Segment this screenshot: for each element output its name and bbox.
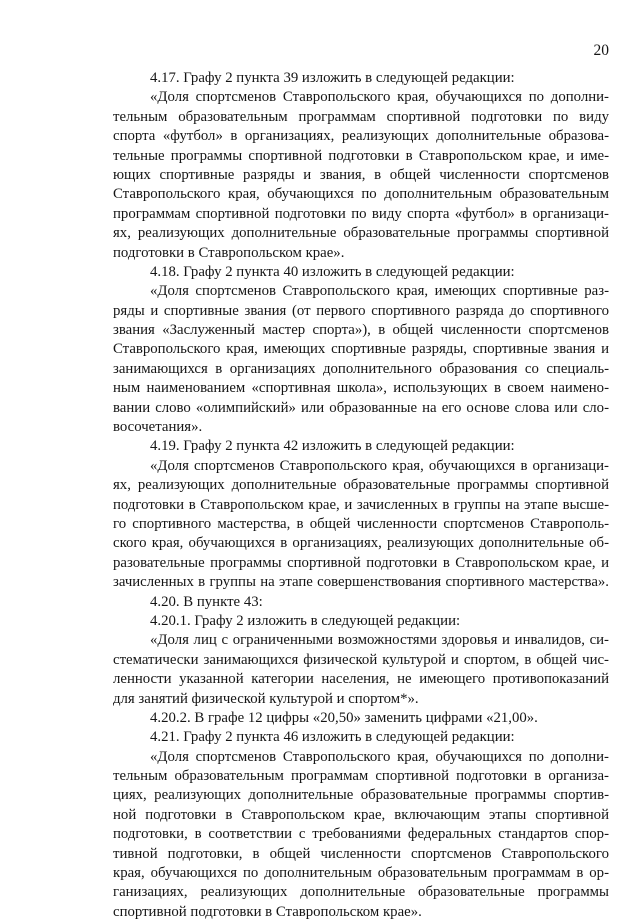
text-line: «Доля спортсменов Ставропольского края, обучающихся по дополни- — [150, 89, 609, 106]
text-line: спорта «футбол» в организациях, реализующих дополнительные образова- — [113, 128, 609, 145]
text-line: «Доля спортсменов Ставропольского края, имеющих спортивные раз- — [150, 283, 609, 300]
text-line: тельным образовательным программам спортивной подготовки по виду — [113, 108, 609, 125]
text-line: подготовки, в соответствии с требованиями федеральных стандартов спор- — [113, 826, 609, 843]
text-line: «Доля спортсменов Ставропольского края, обучающихся по дополни- — [150, 748, 609, 765]
text-line: 4.21. Графу 2 пункта 46 изложить в следующей редакции: — [150, 729, 515, 746]
text-line: 4.20. В пункте 43: — [150, 593, 263, 610]
text-line: тельным образовательным программам спортивной подготовки в организа- — [113, 768, 609, 785]
text-line: 4.19. Графу 2 пункта 42 изложить в следующей редакции: — [150, 438, 515, 455]
document-body — [113, 69, 609, 922]
text-line: занимающихся в организациях дополнительного образования со специаль- — [113, 360, 609, 377]
text-line: программам спортивной подготовки по виду спорта «футбол» в организаци- — [113, 205, 609, 222]
text-line: тивной подготовки, в общей численности спортсменов Ставропольского — [113, 845, 609, 862]
text-line: ющих спортивные разряды и звания, в общей численности спортсменов — [113, 166, 609, 183]
text-line: циях, реализующих дополнительные образовательные программы спортив- — [113, 787, 609, 804]
text-line: восочетания». — [113, 419, 203, 436]
text-line: го спортивного мастерства, в общей численности спортсменов Ставрополь- — [113, 515, 609, 532]
text-line: ряды и спортивные звания (от первого спортивного разряда до спортивного — [113, 302, 609, 319]
text-line: «Доля спортсменов Ставропольского края, обучающихся в организаци- — [150, 457, 609, 474]
text-line: «Доля лиц с ограниченными возможностями здоровья и инвалидов, си- — [150, 632, 609, 649]
text-line: звания «Заслуженный мастер спорта»), в общей численности спортсменов — [113, 322, 609, 339]
page-number: 20 — [593, 42, 609, 59]
text-line: ленности указанной категории населения, не имеющего противопоказаний — [113, 671, 609, 688]
text-line: ского края, обучающихся в организациях, реализующих дополнительные об- — [113, 535, 609, 552]
text-line: подготовки в Ставропольском крае, и зачисленных в группы на этапе высше- — [113, 496, 609, 513]
text-line: вании слово «олимпийский» или образованные на его основе слова или сло- — [113, 399, 609, 416]
text-line: разовательные программы спортивной подготовки в Ставропольском крае, и — [113, 554, 609, 571]
text-line: Ставропольского края, обучающихся по дополнительным образовательным — [113, 186, 609, 203]
text-line: спортивной подготовки в Ставропольском крае». — [113, 903, 422, 920]
text-line: подготовки в Ставропольском крае». — [113, 244, 345, 261]
text-line: ной подготовки в Ставропольском крае, включающим этапы спортивной — [113, 806, 609, 823]
text-line: ганизациях, реализующих дополнительные образовательные программы — [113, 884, 609, 901]
text-line: края, обучающихся по дополнительным образовательным программам в ор- — [113, 865, 609, 882]
text-line: 4.17. Графу 2 пункта 39 изложить в следующей редакции: — [150, 70, 515, 86]
text-line: ях, реализующих дополнительные образовательные программы спортивной — [113, 225, 609, 242]
text-line: тельные программы спортивной подготовки в Ставропольском крае, и име- — [113, 147, 609, 164]
text-line: Ставропольского края, имеющих спортивные разряды, спортивные звания и — [113, 341, 609, 358]
text-line: 4.20.1. Графу 2 изложить в следующей редакции: — [150, 612, 461, 629]
text-line: ях, реализующих дополнительные образовательные программы спортивной — [113, 477, 609, 494]
text-line: 4.20.2. В графе 12 цифры «20,50» заменить цифрами «21,00». — [150, 709, 538, 726]
text-line: для занятий физической культурой и спортом*». — [113, 690, 419, 707]
text-line: зачисленных в группы на этапе совершенствования спортивного мастерства». — [113, 574, 609, 591]
text-line: ным наименованием «спортивная школа», использующих в своем наимено- — [113, 380, 609, 397]
text-line: 4.18. Графу 2 пункта 40 изложить в следующей редакции: — [150, 263, 515, 280]
text-line: стематически занимающихся физической культурой и спортом, в общей чис- — [113, 651, 609, 668]
